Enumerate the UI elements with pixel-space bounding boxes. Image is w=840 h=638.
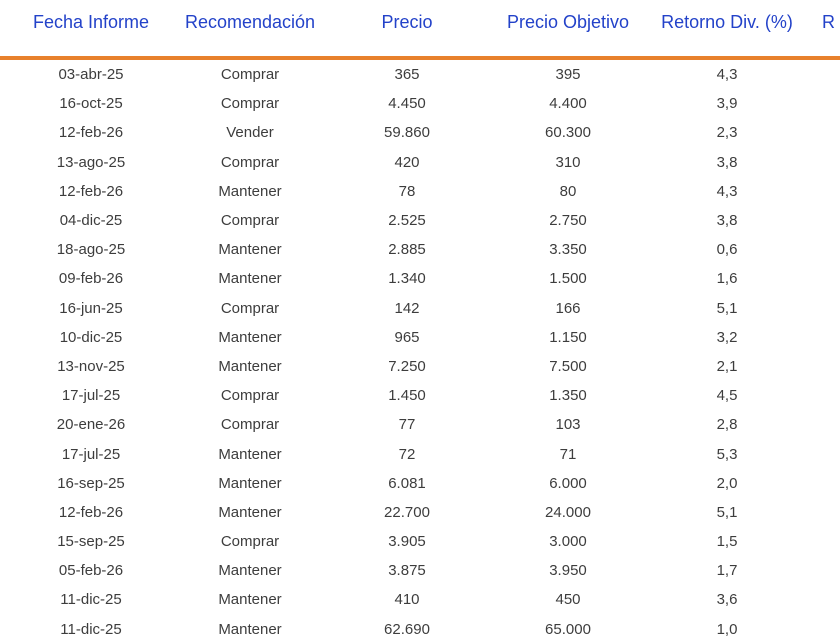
- cell-precio[interactable]: 3.905: [388, 533, 426, 551]
- table-header-row: [0, 0, 840, 60]
- table-row: [0, 206, 840, 235]
- cell-retorno-div[interactable]: 3,2: [716, 328, 738, 346]
- cell-recomendacion[interactable]: Comprar: [220, 416, 280, 434]
- table-row: [0, 294, 840, 323]
- cell-recomendacion[interactable]: Mantener: [218, 562, 282, 580]
- cell-fecha-informe[interactable]: 11-dic-25: [60, 591, 122, 609]
- cell-retorno-div[interactable]: 4,3: [716, 66, 738, 84]
- cell-recomendacion[interactable]: Comprar: [220, 153, 280, 171]
- cell-fecha-informe[interactable]: 13-ago-25: [56, 153, 126, 171]
- table-row: [0, 352, 840, 381]
- cell-fecha-informe[interactable]: 03-abr-25: [58, 66, 124, 84]
- table-body: [0, 60, 840, 638]
- cell-fecha-informe[interactable]: 12-feb-26: [58, 182, 124, 200]
- cell-recomendacion[interactable]: Comprar: [220, 212, 280, 230]
- column-header-precio[interactable]: Precio: [381, 12, 433, 32]
- cell-precio-objetivo[interactable]: 60.300: [545, 124, 591, 142]
- cell-recomendacion[interactable]: Mantener: [218, 328, 282, 346]
- cell-precio[interactable]: 77: [398, 416, 416, 434]
- cell-precio[interactable]: 965: [394, 328, 420, 346]
- cell-fecha-informe[interactable]: 10-dic-25: [59, 328, 123, 346]
- table-row: [0, 323, 840, 352]
- cell-retorno-div[interactable]: 2,1: [716, 357, 738, 375]
- cell-retorno-div[interactable]: 2,3: [716, 124, 738, 142]
- cell-retorno-div[interactable]: 2,8: [716, 416, 738, 434]
- cell-fecha-informe[interactable]: 12-feb-26: [58, 503, 124, 521]
- cell-precio[interactable]: 62.690: [384, 620, 430, 638]
- table-row: [0, 527, 840, 556]
- cell-precio[interactable]: 410: [394, 591, 420, 609]
- cell-precio-objetivo[interactable]: 4.400: [549, 95, 587, 113]
- cell-retorno-div[interactable]: 0,6: [716, 241, 738, 259]
- cell-recomendacion[interactable]: Mantener: [218, 620, 282, 638]
- cell-fecha-informe[interactable]: 16-sep-25: [57, 474, 125, 492]
- cell-precio[interactable]: 6.081: [388, 474, 426, 492]
- table-row: [0, 264, 840, 293]
- cell-fecha-informe[interactable]: 17-jul-25: [61, 387, 121, 405]
- cell-recomendacion[interactable]: Mantener: [218, 503, 282, 521]
- cell-retorno-div[interactable]: 3,8: [716, 153, 738, 171]
- cell-precio-objetivo[interactable]: 310: [555, 153, 581, 171]
- cell-precio[interactable]: 2.885: [388, 241, 426, 259]
- cell-recomendacion[interactable]: Mantener: [218, 270, 282, 288]
- cell-precio-objetivo[interactable]: 395: [555, 66, 581, 84]
- cell-recomendacion[interactable]: Mantener: [218, 591, 282, 609]
- table-row: [0, 60, 840, 89]
- cell-fecha-informe[interactable]: 18-ago-25: [56, 241, 126, 259]
- cell-retorno-div[interactable]: 3,6: [716, 591, 738, 609]
- cell-precio-objetivo[interactable]: 166: [555, 299, 581, 317]
- cell-retorno-div[interactable]: 1,5: [716, 533, 738, 551]
- cell-retorno-div[interactable]: 3,9: [716, 95, 738, 113]
- cell-fecha-informe[interactable]: 11-dic-25: [60, 620, 122, 638]
- cell-retorno-div[interactable]: 1,7: [716, 562, 738, 580]
- cell-precio[interactable]: 7.250: [388, 357, 426, 375]
- cell-fecha-informe[interactable]: 13-nov-25: [57, 357, 125, 375]
- cell-fecha-informe[interactable]: 16-jun-25: [59, 299, 123, 317]
- table-row: [0, 556, 840, 585]
- cell-retorno-div[interactable]: 5,3: [716, 445, 738, 463]
- cell-recomendacion[interactable]: Comprar: [220, 66, 280, 84]
- cell-precio[interactable]: 59.860: [384, 124, 430, 142]
- cell-recomendacion[interactable]: Mantener: [218, 357, 282, 375]
- table-row: [0, 118, 840, 147]
- cell-retorno-div[interactable]: 1,0: [716, 620, 738, 638]
- cell-precio-objetivo[interactable]: 450: [555, 591, 581, 609]
- cell-retorno-div[interactable]: 2,0: [716, 474, 738, 492]
- cell-recomendacion[interactable]: Comprar: [220, 387, 280, 405]
- table-row: [0, 381, 840, 410]
- table-row: [0, 89, 840, 118]
- cell-fecha-informe[interactable]: 15-sep-25: [57, 533, 125, 551]
- cell-fecha-informe[interactable]: 17-jul-25: [61, 445, 121, 463]
- cell-recomendacion[interactable]: Comprar: [220, 533, 280, 551]
- cell-recomendacion[interactable]: Vender: [226, 124, 274, 142]
- cell-precio-objetivo[interactable]: 103: [555, 416, 581, 434]
- cell-fecha-informe[interactable]: 20-ene-26: [56, 416, 126, 434]
- cell-fecha-informe[interactable]: 09-feb-26: [58, 270, 124, 288]
- column-header-recomendacion[interactable]: Recomendación: [184, 12, 316, 32]
- cell-precio[interactable]: 420: [394, 153, 420, 171]
- cell-precio[interactable]: 2.525: [388, 212, 426, 230]
- cell-precio-objetivo[interactable]: 1.150: [549, 328, 587, 346]
- cell-precio-objetivo[interactable]: 1.350: [549, 387, 587, 405]
- cell-fecha-informe[interactable]: 12-feb-26: [58, 124, 124, 142]
- cell-recomendacion[interactable]: Mantener: [218, 474, 282, 492]
- cell-recomendacion[interactable]: Mantener: [218, 241, 282, 259]
- cell-precio-objetivo[interactable]: 71: [559, 445, 577, 463]
- cell-precio[interactable]: 1.450: [388, 387, 426, 405]
- cell-precio-objetivo[interactable]: 2.750: [549, 212, 587, 230]
- cell-precio-objetivo[interactable]: 1.500: [549, 270, 587, 288]
- cell-precio-objetivo[interactable]: 6.000: [549, 474, 587, 492]
- cell-precio-objetivo[interactable]: 65.000: [545, 620, 591, 638]
- column-header-precio-objetivo[interactable]: Precio Objetivo: [506, 12, 630, 32]
- cell-recomendacion[interactable]: Mantener: [218, 445, 282, 463]
- cell-precio-objetivo[interactable]: 3.000: [549, 533, 587, 551]
- cell-recomendacion[interactable]: Mantener: [218, 182, 282, 200]
- cell-retorno-div[interactable]: 3,8: [716, 212, 738, 230]
- cell-recomendacion[interactable]: Comprar: [220, 95, 280, 113]
- cell-retorno-div[interactable]: 5,1: [716, 503, 738, 521]
- table-row: [0, 410, 840, 439]
- cell-retorno-div[interactable]: 4,3: [716, 182, 738, 200]
- cell-precio[interactable]: 1.340: [388, 270, 426, 288]
- cell-precio[interactable]: 72: [398, 445, 416, 463]
- cell-fecha-informe[interactable]: 16-oct-25: [59, 95, 123, 113]
- table-row: [0, 469, 840, 498]
- table-row: [0, 177, 840, 206]
- cell-retorno-div[interactable]: 1,6: [716, 270, 738, 288]
- cell-precio[interactable]: 142: [394, 299, 420, 317]
- cell-retorno-div[interactable]: 4,5: [716, 387, 738, 405]
- column-header-fecha-informe[interactable]: Fecha Informe: [32, 12, 150, 32]
- cell-fecha-informe[interactable]: 05-feb-26: [58, 562, 124, 580]
- cell-recomendacion[interactable]: Comprar: [220, 299, 280, 317]
- cell-precio-objetivo[interactable]: 7.500: [549, 357, 587, 375]
- cell-precio-objetivo[interactable]: 3.350: [549, 241, 587, 259]
- table-row: [0, 615, 840, 638]
- cell-precio[interactable]: 78: [398, 182, 416, 200]
- cell-precio[interactable]: 365: [394, 66, 420, 84]
- column-header-r-truncated[interactable]: R: [822, 12, 835, 32]
- cell-precio-objetivo[interactable]: 3.950: [549, 562, 587, 580]
- table-row: [0, 439, 840, 468]
- cell-precio[interactable]: 3.875: [388, 562, 426, 580]
- table-row: [0, 148, 840, 177]
- cell-precio-objetivo[interactable]: 24.000: [545, 503, 591, 521]
- cell-precio[interactable]: 22.700: [384, 503, 430, 521]
- table-row: [0, 235, 840, 264]
- cell-fecha-informe[interactable]: 04-dic-25: [59, 212, 123, 230]
- table-row: [0, 585, 840, 614]
- column-header-retorno-div[interactable]: Retorno Div. (%): [661, 12, 793, 32]
- table-row: [0, 498, 840, 527]
- cell-precio-objetivo[interactable]: 80: [559, 182, 577, 200]
- cell-precio[interactable]: 4.450: [388, 95, 426, 113]
- cell-retorno-div[interactable]: 5,1: [716, 299, 738, 317]
